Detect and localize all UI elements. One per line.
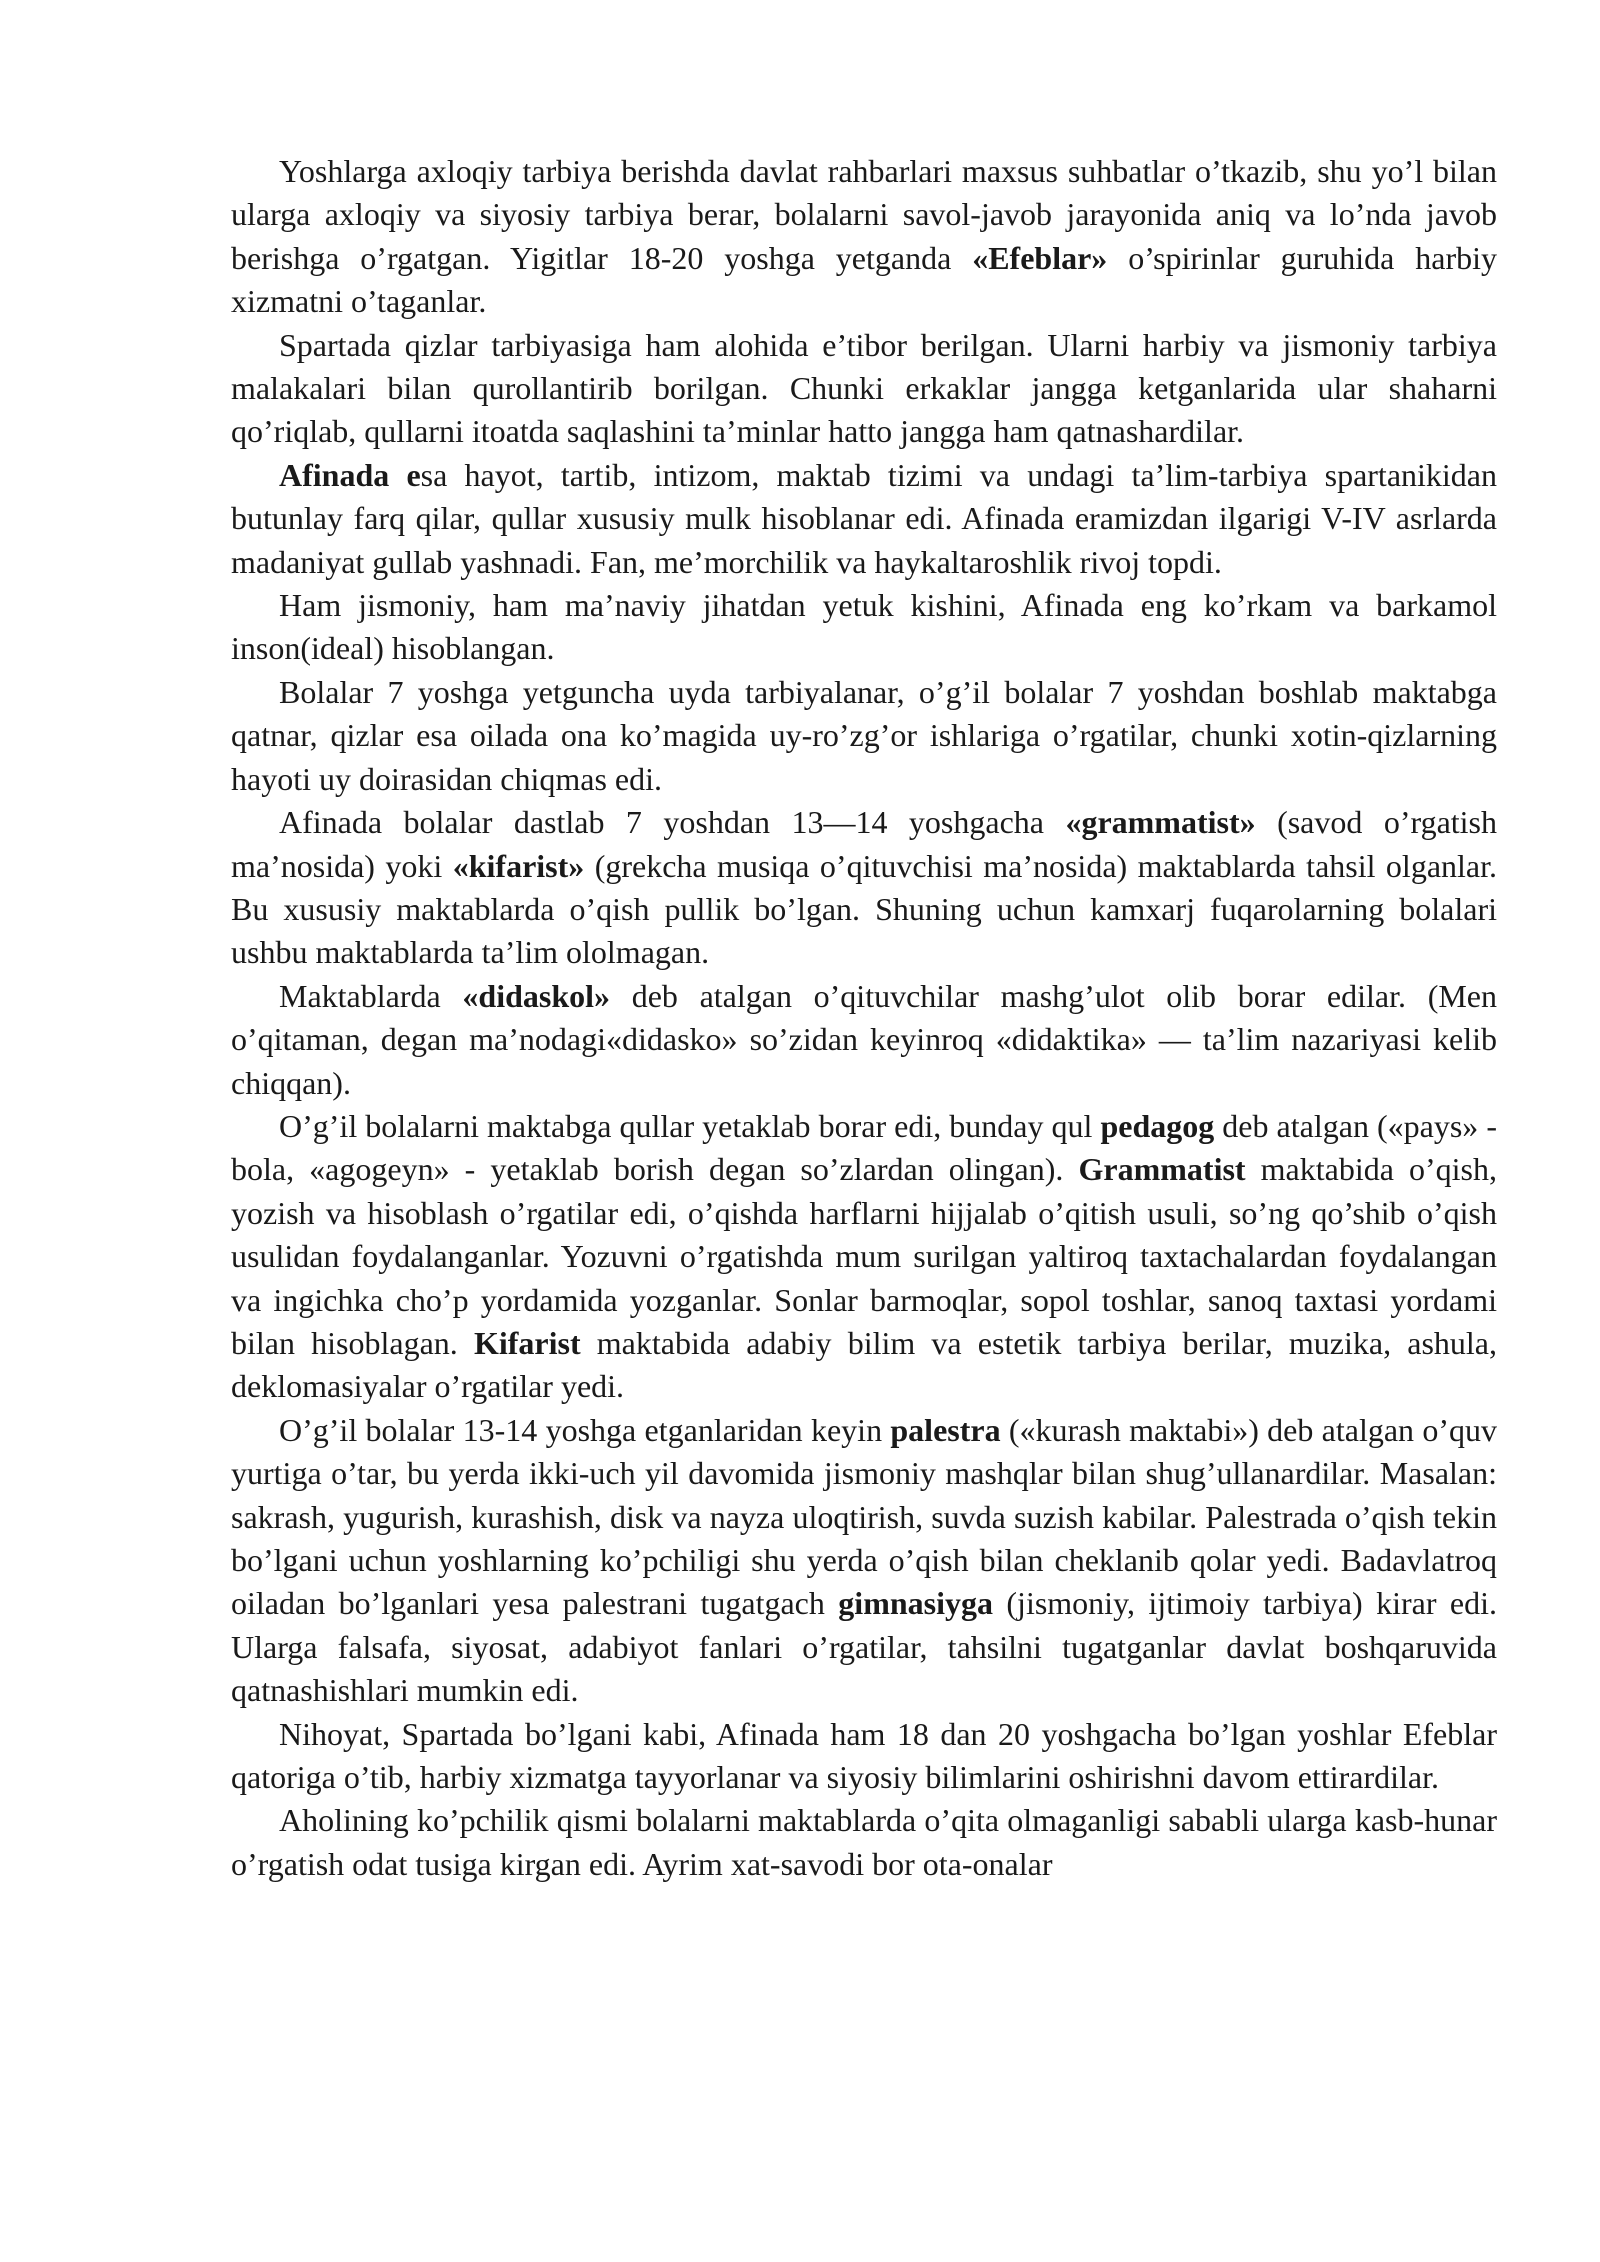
text-run: deb atalgan («pays» - bola, «agogeyn» - yetaklab borish degan so’zlardan olingan). [231, 1107, 1498, 1188]
text-run: maktabida adabiy bilim va estetik tarbiya berilar, muzika, ashula, deklomasiyalar o’rgatilar yedi. [231, 1324, 1498, 1405]
text-run: (savod o’rgatish ma’nosida) yoki [231, 804, 1497, 884]
text-run: sa hayot, tartib, intizom, maktab tizimi va undagi ta’lim-tarbiya spartanikidan butunlay farq qilar, qullar xususiy mulk hisoblanar edi. Afinada eramizdan ilgarigi V-IV asrlarda madaniyat gullab yashnadi. Fan, me’morchilik va haykaltaroshlik rivoj topdi. [231, 456, 1498, 580]
text-run: Aholining ko’pchilik qismi bolalarni maktablarda o’qita olmaganligi sababli ularga kasb-hunar o’rgatish odat tusiga kirgan edi. Ayrim xat-savodi bor ota-onalar [231, 1802, 1497, 1882]
text-run: (jismoniy, ijtimoiy tarbiya) kirar edi. Ularga falsafa, siyosat, adabiyot fanlari o’rgatilar, tahsilni tugatganlar davlat boshqaruvida qatnashishlari mumkin edi. [231, 1585, 1498, 1709]
bold-term: Afinada e [279, 456, 421, 493]
paragraph [231, 584, 1497, 671]
bold-term: Kifarist [473, 1324, 581, 1361]
paragraph [231, 975, 1497, 1105]
bold-term: «didaskol» [462, 977, 611, 1014]
bold-term: «Efeblar» [972, 239, 1108, 276]
paragraph [231, 1409, 1497, 1713]
text-run: («kurash maktabi») deb atalgan o’quv yurtiga o’tar, bu yerda ikki-uch yil davomida jismoniy mashqlar bilan shug’ullanardilar. Masalan: sakrash, yugurish, kurashish, disk va nayza uloqtirish, suvda suzish kabilar. Palestrada o’qish tekin bo’lgani uchun yoshlarning ko’pchiligi shu yerda o’qish bilan cheklanib qolar yedi. Badavlatroq oiladan bo’lganlari yesa palestrani tugatgach [231, 1411, 1498, 1622]
paragraph [231, 454, 1497, 584]
bold-term: «grammatist» [1065, 804, 1256, 841]
paragraph [231, 671, 1497, 801]
text-run: Nihoyat, Spartada bo’lgani kabi, Afinada ham 18 dan 20 yoshgacha bo’lgan yoshlar Efeblar qatoriga o’tib, harbiy xizmatga tayyorlanar va siyosiy bilimlarini oshirishni davom ettirardilar. [231, 1715, 1497, 1796]
paragraph [231, 1799, 1497, 1886]
paragraph [231, 801, 1497, 975]
text-run: O’g’il bolalar 13-14 yoshga etganlaridan keyin [279, 1411, 891, 1448]
bold-term: palestra [890, 1411, 1001, 1448]
document-page [231, 150, 1497, 1886]
text-run: Afinada bolalar dastlab 7 yoshdan 13—14 yoshgacha [279, 804, 1066, 841]
paragraph [231, 150, 1497, 324]
text-run: maktabida o’qish, yozish va hisoblash o’rgatilar edi, o’qishda harflarni hijjalab o’qitish usuli, so’ng qo’shib o’qish usulidan foydalanganlar. Yozuvni o’rgatishda mum surilgan yaltiroq taxtachalardan foydalangan va ingichka cho’p yordamida yozganlar. Sonlar barmoqlar, sopol toshlar, sanoq taxtasi yordami bilan hisoblagan. [231, 1151, 1498, 1361]
paragraph [231, 1105, 1497, 1409]
text-run: Yoshlarga axloqiy tarbiya berishda davlat rahbarlari maxsus suhbatlar o’tkazib, shu yo’l bilan ularga axloqiy va siyosiy tarbiya berar, bolalarni savol-javob jarayonida aniq va lo’nda javob berishga o’rgatgan. Yigitlar 18-20 yoshga yetganda [231, 153, 1497, 276]
bold-term: Grammatist [1078, 1151, 1246, 1188]
paragraph [231, 1713, 1497, 1800]
text-run: Ham jismoniy, ham ma’naviy jihatdan yetuk kishini, Afinada eng ko’rkam va barkamol inson(ideal) hisoblangan. [231, 587, 1497, 667]
bold-term: gimnasiyga [838, 1585, 993, 1622]
text-run: Maktablarda [279, 977, 463, 1014]
text-run: deb atalgan o’qituvchilar mashg’ulot olib borar edilar. (Men o’qitaman, degan ma’nodagi«didasko» so’zidan keyinroq «didaktika» — ta’lim nazariyasi kelib chiqqan). [231, 977, 1498, 1101]
text-run: O’g’il bolalarni maktabga qullar yetaklab borar edi, bunday qul [279, 1107, 1101, 1144]
text-run: (grekcha musiqa o’qituvchisi ma’nosida) maktablarda tahsil olganlar. Bu xususiy maktablarda o’qish pullik bo’lgan. Shuning uchun kamxarj fuqarolarning bolalari ushbu maktablarda ta’lim ololmagan. [231, 847, 1498, 971]
bold-term: pedagog [1100, 1107, 1215, 1144]
text-run: o’spirinlar guruhida harbiy xizmatni o’taganlar. [231, 239, 1498, 320]
text-run: Bolalar 7 yoshga yetguncha uyda tarbiyalanar, o’g’il bolalar 7 yoshdan boshlab maktabga qatnar, qizlar esa oilada ona ko’magida uy-ro’zg’or ishlariga o’rgatilar, chunki xotin-qizlarning hayoti uy doirasidan chiqmas edi. [231, 673, 1497, 797]
text-run: Spartada qizlar tarbiyasiga ham alohida e’tibor berilgan. Ularni harbiy va jismoniy tarbiya malakalari bilan qurollantirib borilgan. Chunki erkaklar jangga ketganlarida ular shaharni qo’riqlab, qullarni itoatda saqlashini ta’minlar hatto jangga ham qatnashardilar. [231, 326, 1497, 450]
paragraph [231, 324, 1497, 454]
bold-term: «kifarist» [452, 847, 585, 884]
